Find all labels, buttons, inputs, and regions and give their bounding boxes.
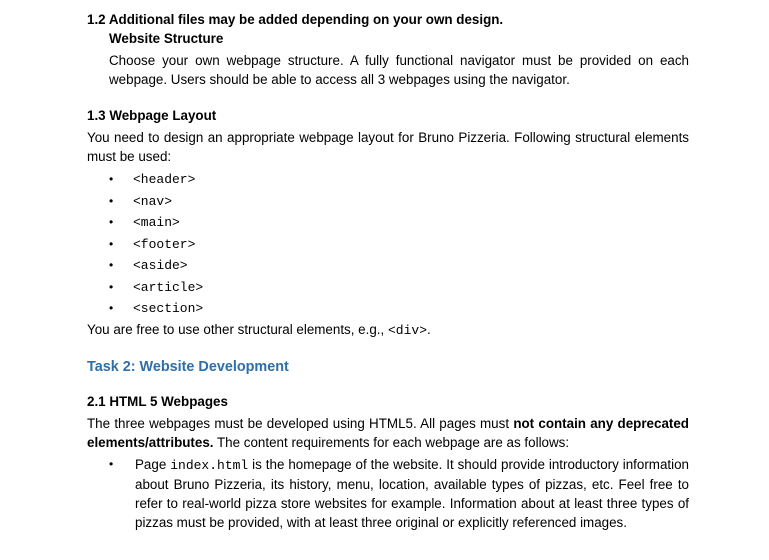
html5-text: The three webpages must be developed using HTML5. All pages must bbox=[87, 416, 510, 431]
bullet-marker: • bbox=[109, 301, 114, 315]
bullet-marker: • bbox=[109, 194, 114, 208]
structural-element-aside: <aside> bbox=[133, 258, 188, 273]
section-2-1-heading: 2.1 HTML 5 Webpages bbox=[87, 394, 228, 409]
html5-webpages-paragraph bbox=[87, 414, 689, 452]
task-2-heading: Task 2: Website Development bbox=[87, 359, 289, 375]
bullet-marker: • bbox=[109, 280, 114, 294]
bullet-marker: • bbox=[109, 457, 114, 471]
note-period: . bbox=[427, 322, 431, 337]
page-word: Page bbox=[135, 457, 167, 472]
structural-elements-note bbox=[87, 320, 431, 340]
structural-element-footer: <footer> bbox=[133, 237, 196, 252]
list-item bbox=[109, 455, 689, 532]
structural-element-section: <section> bbox=[133, 301, 204, 316]
content-requirements-text: The content requirements for each webpage are as follows: bbox=[217, 435, 570, 450]
website-structure-paragraph: Choose your own webpage structure. A fully functional navigator must be provided on each webpage. Users should be able to access all 3 webpages using the navigator. bbox=[109, 53, 689, 87]
structural-element-article: <article> bbox=[133, 280, 204, 295]
structural-element-header: <header> bbox=[133, 172, 196, 187]
structural-element-main: <main> bbox=[133, 215, 180, 230]
website-structure-subheading: Website Structure bbox=[109, 31, 224, 46]
section-1-2-heading: 1.2 Additional files may be added depending on your own design. bbox=[87, 12, 504, 27]
note-text: You are free to use other structural elements, e.g., bbox=[87, 322, 385, 337]
bullet-marker: • bbox=[109, 215, 114, 229]
bullet-marker: • bbox=[109, 172, 114, 186]
structural-element-nav: <nav> bbox=[133, 194, 173, 209]
bullet-marker: • bbox=[109, 237, 114, 251]
index-page-description bbox=[135, 455, 689, 532]
bullet-marker: • bbox=[109, 258, 114, 272]
index-html-code: index.html bbox=[170, 458, 249, 473]
index-description-text: is the homepage of the website. It should provide introductory information about Bruno Pizzeria, its history, menu, location, available types of pizzas, etc. Feel free to refer to real-world pizza store websites for example. Information about at least three types of pizzas must be provided, with at least three original or explicitly referenced images. bbox=[135, 457, 689, 530]
note-div-code: <div> bbox=[387, 323, 427, 338]
section-1-3-heading: 1.3 Webpage Layout bbox=[87, 108, 217, 123]
webpage-layout-paragraph: You need to design an appropriate webpage layout for Bruno Pizzeria. Following structural elements must be used: bbox=[87, 130, 689, 164]
deprecated-warning: not contain any deprecated elements/attributes. bbox=[87, 416, 689, 450]
